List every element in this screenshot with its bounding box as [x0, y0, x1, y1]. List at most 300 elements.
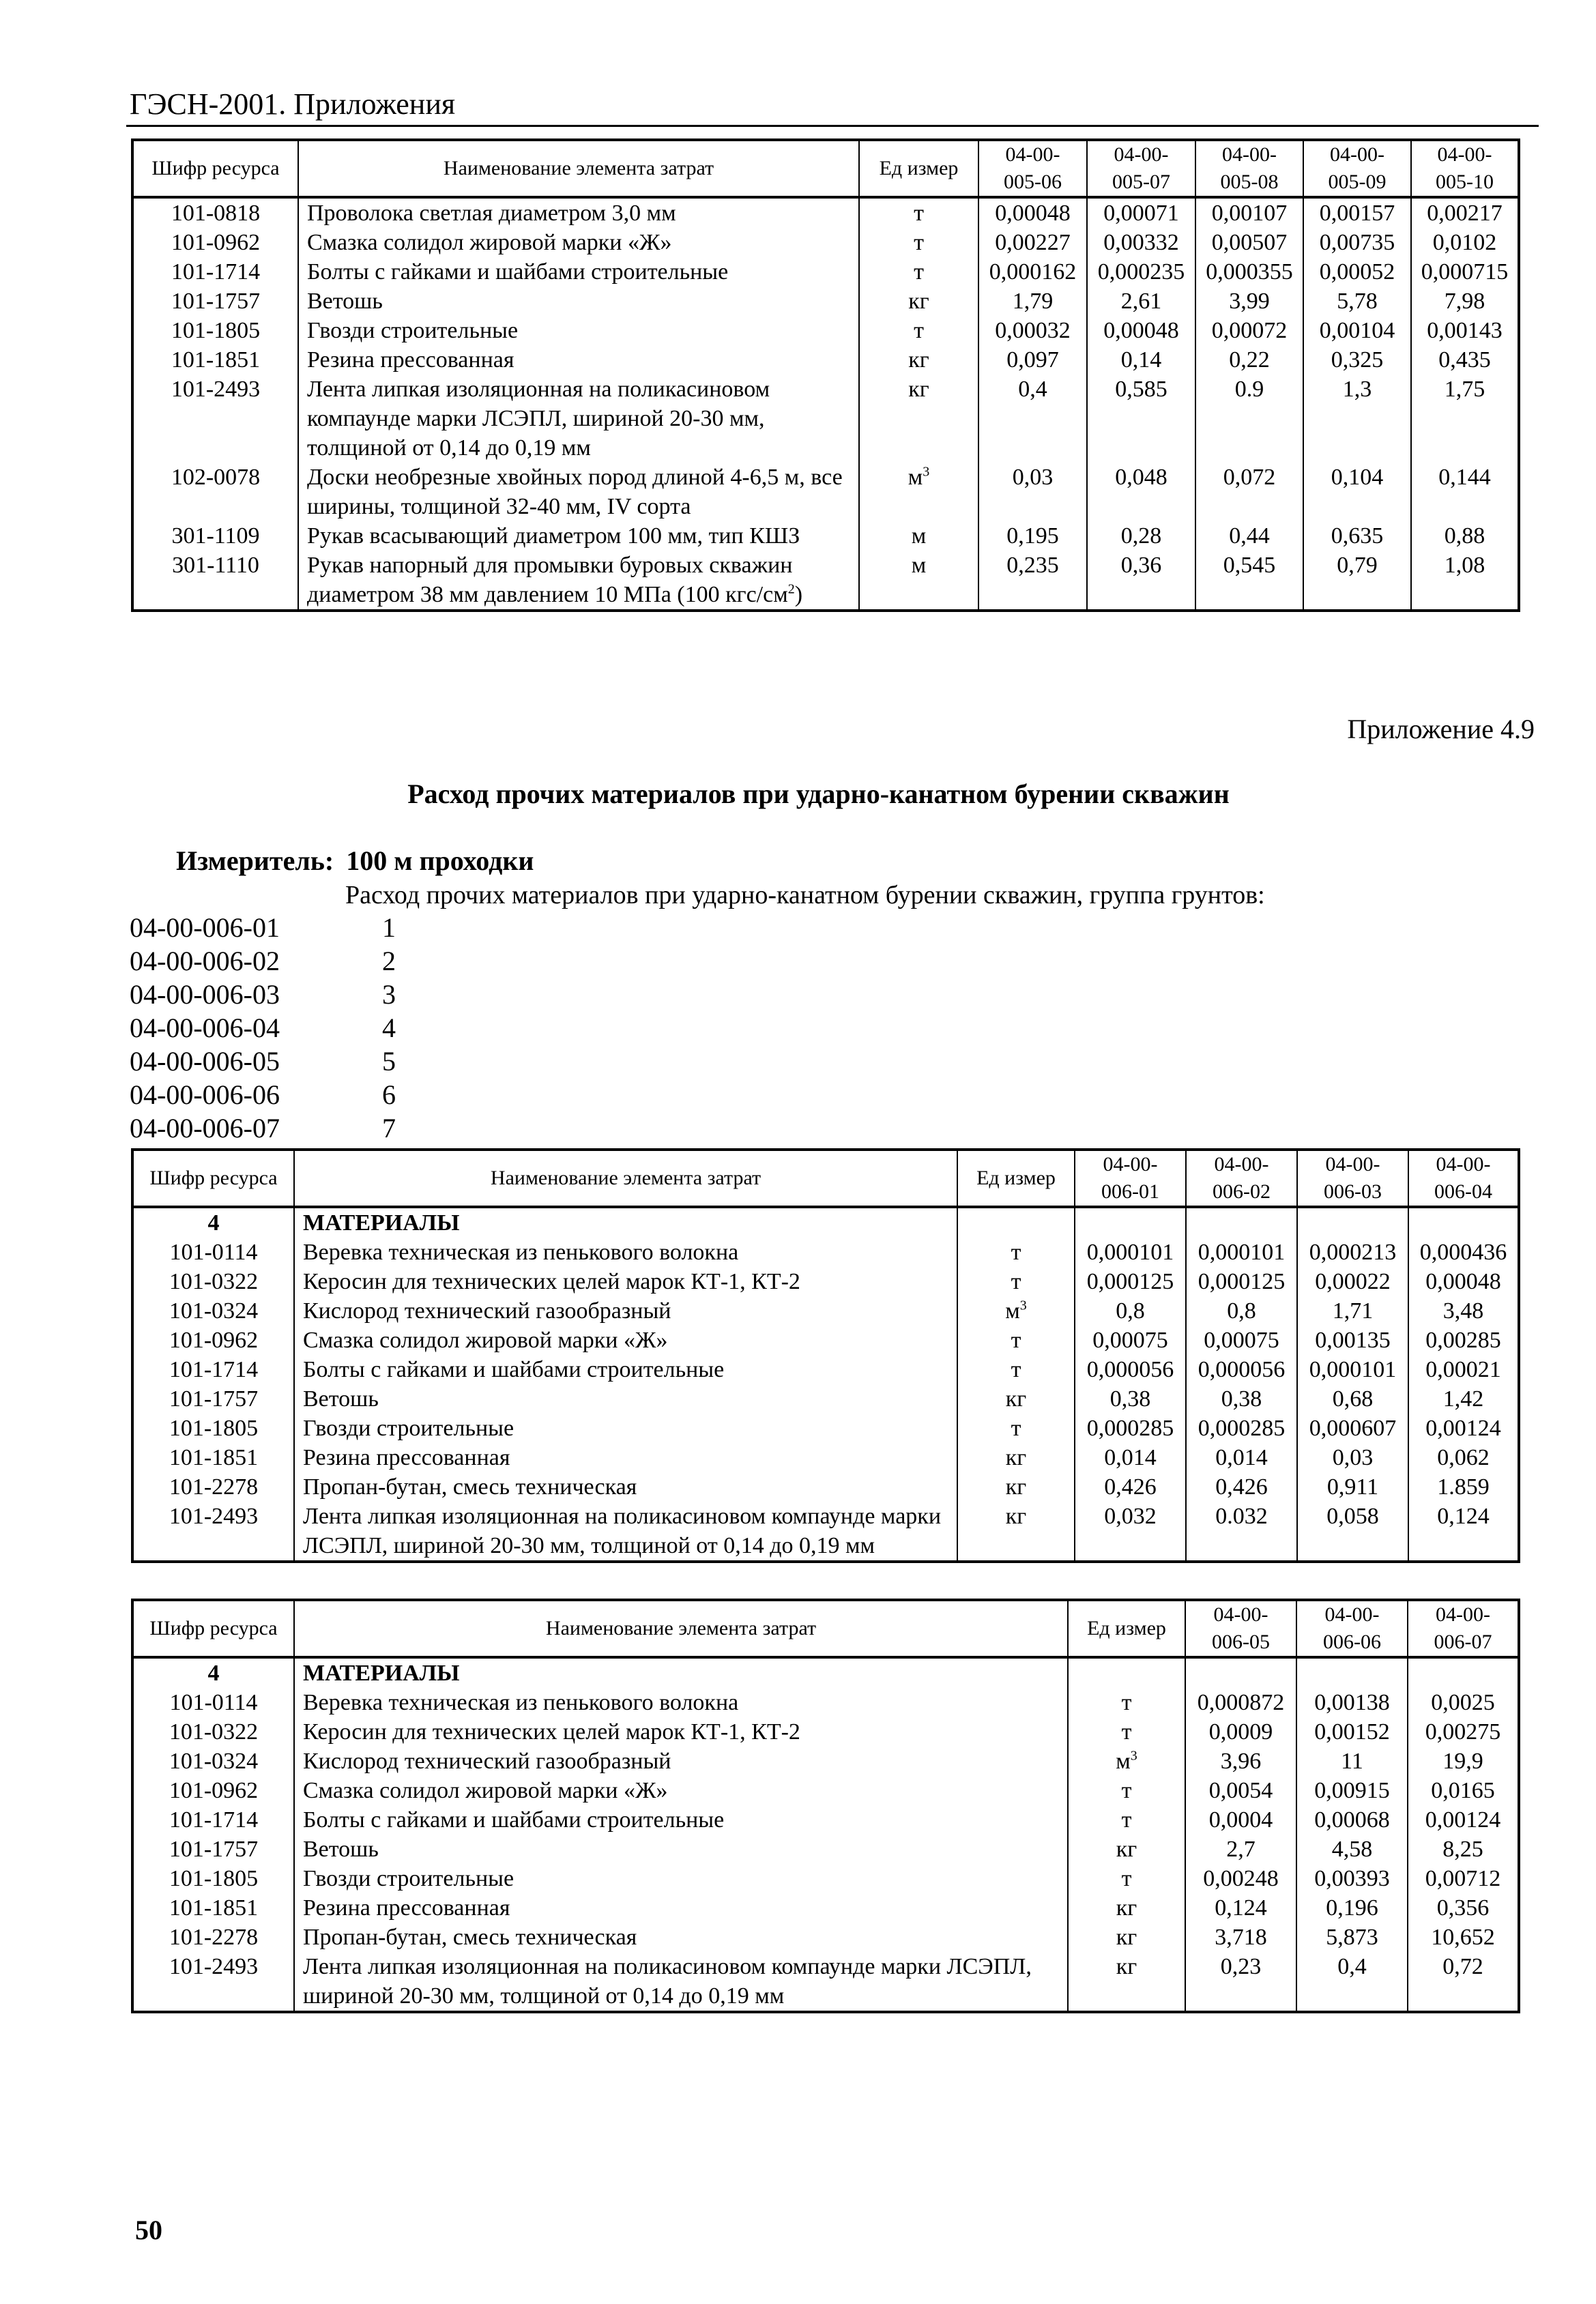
- norm-code: 04-00-006-02: [130, 946, 280, 976]
- resource-name-text: Резина прессованная: [307, 347, 514, 373]
- norm-value: 7,98: [1411, 287, 1519, 316]
- norm-value: 0,00071: [1087, 197, 1195, 228]
- resource-name: [294, 1717, 1068, 1747]
- norm-value: 3,99: [1195, 287, 1303, 316]
- norm-value: 0,00735: [1303, 228, 1411, 257]
- table-row: [132, 1384, 1519, 1414]
- unit: [957, 1296, 1075, 1326]
- norm-value: 0,435: [1411, 345, 1519, 375]
- table-row: [132, 1296, 1519, 1326]
- table-row: [132, 521, 1519, 551]
- norm-code: 04-00-006-06: [130, 1079, 280, 1110]
- resource-code: 101-0818: [132, 197, 298, 228]
- resource-name: [294, 1835, 1068, 1864]
- resource-name-text: Смазка солидол жировой марки «Ж»: [307, 230, 672, 255]
- unit-text: кг: [1116, 1925, 1137, 1950]
- unit-text: т: [914, 318, 924, 343]
- unit: [1068, 1864, 1185, 1893]
- section-name: МАТЕРИАЛЫ: [294, 1207, 957, 1238]
- resource-name-text: Кислород технический газообразный: [303, 1298, 671, 1324]
- norm-value: 0,000872: [1185, 1688, 1296, 1717]
- norm-value: 0,22: [1195, 345, 1303, 375]
- resource-name: [294, 1267, 957, 1296]
- resource-name: [294, 1864, 1068, 1893]
- norm-value: 0,097: [978, 345, 1087, 375]
- subtitle: Расход прочих материалов при ударно-канатном бурении скважин, группа грунтов:: [345, 881, 1265, 909]
- table-header-row: [132, 1150, 1519, 1207]
- resource-name-text: Гвозди строительные: [303, 1866, 514, 1891]
- empty-cell: [957, 1207, 1075, 1238]
- empty-cell: [1075, 1207, 1186, 1238]
- unit-text: м: [1005, 1298, 1020, 1324]
- resource-name-text: Веревка техническая из пенькового волокна: [303, 1690, 739, 1715]
- resource-name: [298, 521, 859, 551]
- resource-name-text: Рукав всасывающий диаметром 100 мм, тип КШЗ: [307, 523, 800, 549]
- norm-value: 0,000355: [1195, 257, 1303, 287]
- table-row: [132, 1414, 1519, 1443]
- table-row: [132, 197, 1519, 228]
- norm-value: 0,000285: [1075, 1414, 1186, 1443]
- unit-text: кг: [1005, 1474, 1027, 1500]
- resource-name: [294, 1952, 1068, 2012]
- norm-value: 0,00275: [1408, 1717, 1519, 1747]
- resource-name-text: Ветошь: [303, 1837, 379, 1862]
- norm-value: 0,68: [1297, 1384, 1408, 1414]
- unit: [1068, 1747, 1185, 1776]
- norm-value: 5,78: [1303, 287, 1411, 316]
- resource-code: 101-2493: [132, 375, 298, 463]
- table-body: [132, 197, 1519, 611]
- norm-value: 0,000101: [1075, 1238, 1186, 1267]
- norm-value: 0,00068: [1296, 1805, 1408, 1835]
- unit: [1068, 1776, 1185, 1805]
- empty-cell: [1186, 1207, 1297, 1238]
- norm-value: 0,03: [978, 463, 1087, 521]
- resource-name-text: Доски необрезные хвойных пород длиной 4-6,5 м, все ширины, толщиной 32-40 мм, IV сорта: [307, 465, 843, 519]
- soil-group: 6: [382, 1079, 396, 1110]
- resource-code: 102-0078: [132, 463, 298, 521]
- norm-value: 0,124: [1185, 1893, 1296, 1923]
- unit-text: м: [1116, 1749, 1131, 1774]
- norm-value: 0,00152: [1296, 1717, 1408, 1747]
- resource-code: 101-1757: [132, 1384, 294, 1414]
- unit-text: т: [1121, 1807, 1132, 1833]
- unit-text: кг: [1116, 1954, 1137, 1979]
- soil-group: 5: [382, 1046, 396, 1077]
- norm-value: 0,00048: [978, 197, 1087, 228]
- unit-text: кг: [908, 347, 929, 373]
- resource-name: [294, 1326, 957, 1355]
- col-header-norm: 04-00- 005-08: [1195, 140, 1303, 197]
- norm-code: 04-00-006-03: [130, 979, 280, 1010]
- resource-name: [294, 1805, 1068, 1835]
- resource-table-1: [131, 138, 1520, 612]
- resource-code: 101-2493: [132, 1502, 294, 1562]
- table-row: [132, 463, 1519, 521]
- norm-value: 0.9: [1195, 375, 1303, 463]
- col-header-norm: 04-00- 005-06: [978, 140, 1087, 197]
- norm-value: 3,96: [1185, 1747, 1296, 1776]
- norm-value: 2,7: [1185, 1835, 1296, 1864]
- norm-value: 19,9: [1408, 1747, 1519, 1776]
- resource-name-text: Кислород технический газообразный: [303, 1749, 671, 1774]
- norm-value: 0,00075: [1186, 1326, 1297, 1355]
- col-header-norm: 04-00- 006-05: [1185, 1600, 1296, 1657]
- resource-name-text: Проволока светлая диаметром 3,0 мм: [307, 201, 676, 226]
- col-header-norm: 04-00- 006-03: [1297, 1150, 1408, 1207]
- resource-name-text: Гвозди строительные: [303, 1416, 514, 1441]
- norm-value: 0,235: [978, 551, 1087, 611]
- norm-value: 0,195: [978, 521, 1087, 551]
- code-list-item: [130, 1111, 396, 1145]
- unit: [859, 197, 978, 228]
- unit-text: м: [908, 465, 923, 490]
- code-list: [130, 911, 396, 1145]
- norm-value: 0,4: [978, 375, 1087, 463]
- norm-value: 0,124: [1408, 1502, 1519, 1562]
- norm-value: 0,000056: [1186, 1355, 1297, 1384]
- col-header-code: Шифр ресурса: [132, 1150, 294, 1207]
- resource-name: [298, 463, 859, 521]
- resource-code: 101-1714: [132, 1355, 294, 1384]
- table-row: [132, 1502, 1519, 1562]
- norm-value: 0,00104: [1303, 316, 1411, 345]
- resource-name: [294, 1443, 957, 1472]
- col-header-norm: 04-00- 006-01: [1075, 1150, 1186, 1207]
- resource-name-text: Рукав напорный для промывки буровых скважин диаметром 38 мм давлением 10 МПа (100 кгс/см: [307, 553, 793, 607]
- table-row: [132, 1952, 1519, 2012]
- resource-code: 101-1851: [132, 345, 298, 375]
- resource-code: 101-2493: [132, 1952, 294, 2012]
- norm-value: 0,014: [1075, 1443, 1186, 1472]
- norm-value: 8,25: [1408, 1835, 1519, 1864]
- soil-group: 7: [382, 1113, 396, 1143]
- norm-value: 0,00072: [1195, 316, 1303, 345]
- resource-code: 101-1714: [132, 257, 298, 287]
- unit: [957, 1355, 1075, 1384]
- resource-code: 101-0114: [132, 1688, 294, 1717]
- unit: [1068, 1688, 1185, 1717]
- norm-value: 3,718: [1185, 1923, 1296, 1952]
- unit: [859, 375, 978, 463]
- norm-value: 5,873: [1296, 1923, 1408, 1952]
- norm-value: 0,426: [1075, 1472, 1186, 1502]
- resource-name: [294, 1893, 1068, 1923]
- norm-value: 0,00157: [1303, 197, 1411, 228]
- col-header-norm: 04-00- 005-07: [1087, 140, 1195, 197]
- code-list-item: [130, 1045, 396, 1078]
- norm-value: 10,652: [1408, 1923, 1519, 1952]
- norm-value: 0,00393: [1296, 1864, 1408, 1893]
- table-row: [132, 1864, 1519, 1893]
- table-row: [132, 1238, 1519, 1267]
- unit-text: т: [1121, 1719, 1132, 1745]
- col-header-norm: 04-00- 006-07: [1408, 1600, 1519, 1657]
- norm-value: 0,72: [1408, 1952, 1519, 2012]
- empty-cell: [1297, 1207, 1408, 1238]
- table-row: [132, 1805, 1519, 1835]
- unit: [957, 1238, 1075, 1267]
- norm-value: 0,000162: [978, 257, 1087, 287]
- norm-value: 0,4: [1296, 1952, 1408, 2012]
- resource-name: [294, 1923, 1068, 1952]
- resource-code: 101-0114: [132, 1238, 294, 1267]
- header-rule: [126, 125, 1539, 127]
- unit-text: т: [914, 230, 924, 255]
- superscript: 3: [1019, 1298, 1027, 1313]
- section-row: [132, 1207, 1519, 1238]
- norm-value: 0,000213: [1297, 1238, 1408, 1267]
- norm-value: 0,545: [1195, 551, 1303, 611]
- norm-value: 0,00332: [1087, 228, 1195, 257]
- unit-text: т: [1011, 1416, 1021, 1441]
- table-row: [132, 1472, 1519, 1502]
- table-row: [132, 1267, 1519, 1296]
- resource-name: [298, 197, 859, 228]
- norm-value: 0,000285: [1186, 1414, 1297, 1443]
- unit: [1068, 1717, 1185, 1747]
- unit-text: т: [914, 259, 924, 285]
- resource-code: 101-0962: [132, 1776, 294, 1805]
- code-list-item: [130, 944, 396, 978]
- norm-value: 0,00048: [1087, 316, 1195, 345]
- norm-value: 0,000125: [1075, 1267, 1186, 1296]
- resource-name: [294, 1296, 957, 1326]
- norm-value: 11: [1296, 1747, 1408, 1776]
- unit: [957, 1443, 1075, 1472]
- norm-value: 2,61: [1087, 287, 1195, 316]
- unit: [859, 551, 978, 611]
- table-row: [132, 228, 1519, 257]
- norm-value: 0,00138: [1296, 1688, 1408, 1717]
- resource-code: 101-1805: [132, 1414, 294, 1443]
- unit: [859, 257, 978, 287]
- unit: [1068, 1923, 1185, 1952]
- unit: [957, 1472, 1075, 1502]
- soil-group: 1: [382, 912, 396, 943]
- resource-name: [298, 228, 859, 257]
- empty-cell: [1408, 1207, 1519, 1238]
- norm-value: 0,00507: [1195, 228, 1303, 257]
- section-name: МАТЕРИАЛЫ: [294, 1657, 1068, 1688]
- norm-value: 1,08: [1411, 551, 1519, 611]
- resource-name: [298, 345, 859, 375]
- norm-value: 0,38: [1075, 1384, 1186, 1414]
- norm-value: 0,00135: [1297, 1326, 1408, 1355]
- empty-cell: [1408, 1657, 1519, 1688]
- norm-value: 0,144: [1411, 463, 1519, 521]
- resource-code: 101-1805: [132, 1864, 294, 1893]
- table-row: [132, 1326, 1519, 1355]
- section-row: [132, 1657, 1519, 1688]
- unit-text: т: [1011, 1269, 1021, 1294]
- table-row: [132, 1747, 1519, 1776]
- running-title: ГЭСН-2001. Приложения: [130, 87, 456, 121]
- norm-value: 0,00052: [1303, 257, 1411, 287]
- norm-value: 0,23: [1185, 1952, 1296, 2012]
- unit-text: т: [914, 201, 924, 226]
- norm-value: 0,00712: [1408, 1864, 1519, 1893]
- unit: [957, 1384, 1075, 1414]
- meter-label: Измеритель:: [176, 845, 334, 876]
- table-row: [132, 1443, 1519, 1472]
- norm-value: 0,8: [1186, 1296, 1297, 1326]
- norm-code: 04-00-006-01: [130, 912, 280, 943]
- unit: [859, 463, 978, 521]
- col-header-norm: 04-00- 006-06: [1296, 1600, 1408, 1657]
- col-header-norm: 04-00- 006-02: [1186, 1150, 1297, 1207]
- table-row: [132, 1355, 1519, 1384]
- table-row: [132, 1923, 1519, 1952]
- norm-value: 0,072: [1195, 463, 1303, 521]
- norm-value: 0,104: [1303, 463, 1411, 521]
- norm-value: 0,00143: [1411, 316, 1519, 345]
- norm-value: 1,75: [1411, 375, 1519, 463]
- table-body: [132, 1657, 1519, 2012]
- unit-text: м: [911, 553, 927, 578]
- resource-name: [294, 1238, 957, 1267]
- norm-value: 0,38: [1186, 1384, 1297, 1414]
- norm-value: 1,71: [1297, 1296, 1408, 1326]
- resource-name-tail: ): [794, 582, 803, 607]
- norm-value: 0,00285: [1408, 1326, 1519, 1355]
- resource-name-text: Пропан-бутан, смесь техническая: [303, 1474, 637, 1500]
- resource-name: [294, 1384, 957, 1414]
- resource-name-text: Резина прессованная: [303, 1445, 510, 1470]
- resource-name: [298, 375, 859, 463]
- empty-cell: [1296, 1657, 1408, 1688]
- empty-cell: [1185, 1657, 1296, 1688]
- norm-value: 0,79: [1303, 551, 1411, 611]
- unit: [859, 287, 978, 316]
- norm-value: 0,0004: [1185, 1805, 1296, 1835]
- norm-code: 04-00-006-05: [130, 1046, 280, 1077]
- resource-name-text: Смазка солидол жировой марки «Ж»: [303, 1328, 668, 1353]
- resource-name: [294, 1688, 1068, 1717]
- resource-name-text: Керосин для технических целей марок КТ-1, КТ-2: [303, 1269, 800, 1294]
- resource-code: 101-0324: [132, 1296, 294, 1326]
- norm-value: 0,000056: [1075, 1355, 1186, 1384]
- unit: [859, 345, 978, 375]
- norm-value: 0,44: [1195, 521, 1303, 551]
- table-row: [132, 375, 1519, 463]
- norm-code: 04-00-006-04: [130, 1012, 280, 1043]
- resource-name: [294, 1502, 957, 1562]
- norm-value: 0,062: [1408, 1443, 1519, 1472]
- norm-value: 0,000101: [1297, 1355, 1408, 1384]
- soil-group: 4: [382, 1012, 396, 1043]
- norm-value: 0,00022: [1297, 1267, 1408, 1296]
- norm-value: 0,585: [1087, 375, 1195, 463]
- norm-value: 0,196: [1296, 1893, 1408, 1923]
- norm-value: 0,325: [1303, 345, 1411, 375]
- norm-value: 0,0165: [1408, 1776, 1519, 1805]
- unit-text: кг: [1116, 1837, 1137, 1862]
- page-number: 50: [135, 2215, 162, 2245]
- unit-text: т: [1121, 1778, 1132, 1803]
- resource-code: 101-1851: [132, 1443, 294, 1472]
- norm-value: 0,00124: [1408, 1805, 1519, 1835]
- unit-text: т: [1121, 1866, 1132, 1891]
- norm-value: 4,58: [1296, 1835, 1408, 1864]
- meter-line: [176, 845, 534, 877]
- resource-code: 101-2278: [132, 1923, 294, 1952]
- unit-text: кг: [908, 289, 929, 314]
- resource-code: 101-0962: [132, 228, 298, 257]
- unit: [859, 316, 978, 345]
- col-header-norm: 04-00- 006-04: [1408, 1150, 1519, 1207]
- norm-value: 0,0102: [1411, 228, 1519, 257]
- code-list-item: [130, 1011, 396, 1045]
- table-row: [132, 1776, 1519, 1805]
- resource-name-text: Ветошь: [307, 289, 383, 314]
- unit-text: кг: [1116, 1895, 1137, 1921]
- code-list-item: [130, 911, 396, 944]
- soil-group: 3: [382, 979, 396, 1010]
- resource-name: [294, 1472, 957, 1502]
- resource-code: 101-0322: [132, 1717, 294, 1747]
- resource-name-text: Болты с гайками и шайбами строительные: [307, 259, 729, 285]
- col-header-name: Наименование элемента затрат: [294, 1600, 1068, 1657]
- table-row: [132, 1688, 1519, 1717]
- norm-value: 0,00124: [1408, 1414, 1519, 1443]
- norm-value: 0,8: [1075, 1296, 1186, 1326]
- norm-value: 0,00248: [1185, 1864, 1296, 1893]
- norm-value: 0,032: [1075, 1502, 1186, 1562]
- resource-name-text: Гвозди строительные: [307, 318, 519, 343]
- table-row: [132, 1893, 1519, 1923]
- norm-code: 04-00-006-07: [130, 1113, 280, 1143]
- unit: [1068, 1805, 1185, 1835]
- resource-code: 101-0322: [132, 1267, 294, 1296]
- norm-value: 0,14: [1087, 345, 1195, 375]
- resource-name: [298, 316, 859, 345]
- resource-name: [298, 287, 859, 316]
- norm-value: 0,0054: [1185, 1776, 1296, 1805]
- norm-value: 0,000125: [1186, 1267, 1297, 1296]
- norm-value: 0,000607: [1297, 1414, 1408, 1443]
- resource-code: 101-0962: [132, 1326, 294, 1355]
- resource-name-text: Лента липкая изоляционная на поликасиновом компаунде марки ЛСЭПЛ, шириной 20-30 мм, толщиной от 0,14 до 0,19 мм: [307, 377, 770, 461]
- resource-table-2: [131, 1148, 1520, 1563]
- resource-name: [294, 1414, 957, 1443]
- norm-value: 0,00227: [978, 228, 1087, 257]
- col-header-name: Наименование элемента затрат: [294, 1150, 957, 1207]
- col-header-unit: Ед измер: [859, 140, 978, 197]
- norm-value: 1,3: [1303, 375, 1411, 463]
- col-header-code: Шифр ресурса: [132, 1600, 294, 1657]
- table-body: [132, 1207, 1519, 1562]
- resource-name-text: Лента липкая изоляционная на поликасиновом компаунде марки ЛСЭПЛ, шириной 20-30 мм, толщиной от 0,14 до 0,19 мм: [303, 1954, 1032, 2009]
- norm-value: 0,00107: [1195, 197, 1303, 228]
- resource-table-3: [131, 1599, 1520, 2013]
- norm-value: 0,014: [1186, 1443, 1297, 1472]
- table-row: [132, 1835, 1519, 1864]
- table-row: [132, 287, 1519, 316]
- norm-value: 0,000101: [1186, 1238, 1297, 1267]
- norm-value: 0,03: [1297, 1443, 1408, 1472]
- table-row: [132, 316, 1519, 345]
- norm-value: 0,911: [1297, 1472, 1408, 1502]
- norm-value: 1,79: [978, 287, 1087, 316]
- unit-text: т: [1011, 1357, 1021, 1382]
- unit-text: кг: [908, 377, 929, 402]
- norm-value: 0,00915: [1296, 1776, 1408, 1805]
- table-row: [132, 345, 1519, 375]
- resource-name: [298, 551, 859, 611]
- col-header-code: Шифр ресурса: [132, 140, 298, 197]
- unit-text: кг: [1005, 1386, 1027, 1412]
